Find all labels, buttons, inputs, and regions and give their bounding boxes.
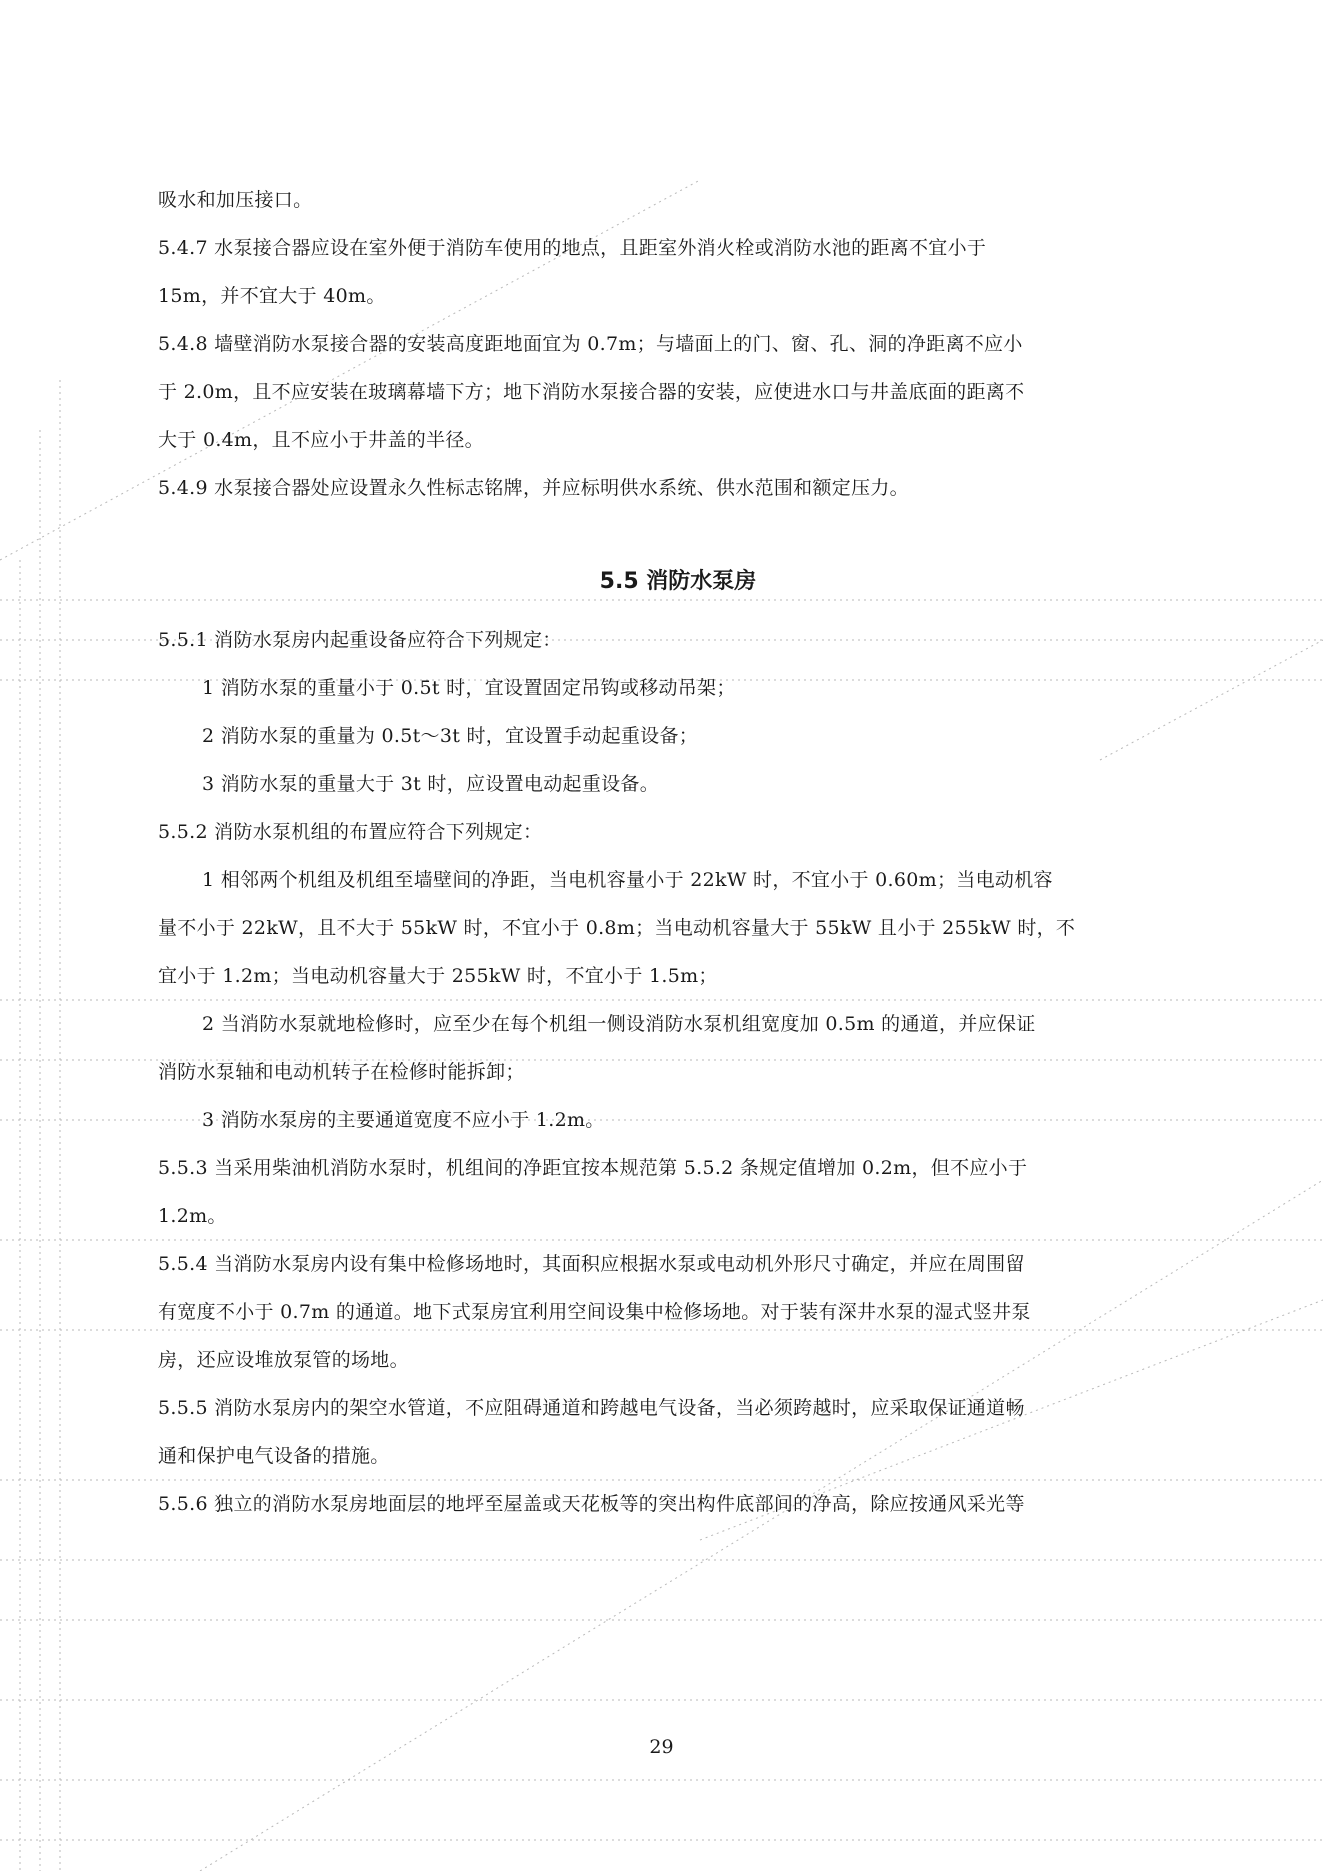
- section-5-5-line: 1.2m。: [158, 1205, 227, 1227]
- section-5-5-line: 3 消防水泵的重量大于 3t 时，应设置电动起重设备。: [202, 773, 660, 795]
- clause-5-4-8-line-3: 大于 0.4m，且不应小于井盖的半径。: [158, 429, 484, 451]
- paragraph-continuation: 吸水和加压接口。: [158, 189, 313, 211]
- section-title: 5.5 消防水泵房: [599, 569, 757, 594]
- document-body: [158, 176, 1198, 1528]
- clause-5-4-8-line-2: 于 2.0m，且不应安装在玻璃幕墙下方；地下消防水泵接合器的安装，应使进水口与井盖底面的距离不: [158, 381, 1025, 403]
- section-5-5-line: 2 当消防水泵就地检修时，应至少在每个机组一侧设消防水泵机组宽度加 0.5m 的通道，并应保证: [202, 1013, 1036, 1035]
- section-5-5-line: 1 相邻两个机组及机组至墙壁间的净距，当电机容量小于 22kW 时，不宜小于 0.60m；当电动机容: [202, 869, 1053, 891]
- clause-5-4-7-line-2: 15m，并不宜大于 40m。: [158, 285, 386, 307]
- section-5-5-line: 5.5.5 消防水泵房内的架空水管道，不应阻碍通道和跨越电气设备，当必须跨越时，应采取保证通道畅: [158, 1397, 1025, 1419]
- section-5-5-line: 量不小于 22kW，且不大于 55kW 时，不宜小于 0.8m；当电动机容量大于 55kW 且小于 255kW 时，不: [158, 917, 1076, 939]
- section-5-5-line: 有宽度不小于 0.7m 的通道。地下式泵房宜利用空间设集中检修场地。对于装有深井水泵的湿式竖井泵: [158, 1301, 1031, 1323]
- section-5-5-line: 1 消防水泵的重量小于 0.5t 时，宜设置固定吊钩或移动吊架；: [202, 677, 736, 699]
- section-5-5-body: [158, 616, 1198, 1528]
- section-5-5-line: 通和保护电气设备的措施。: [158, 1445, 390, 1467]
- page-number: 29: [649, 1736, 674, 1758]
- clause-5-4-8-line-1: 5.4.8 墙壁消防水泵接合器的安装高度距地面宜为 0.7m；与墙面上的门、窗、孔、洞的净距离不应小: [158, 333, 1023, 355]
- clause-5-4-7-line-1: 5.4.7 水泵接合器应设在室外便于消防车使用的地点，且距室外消火栓或消防水池的距离不宜小于: [158, 237, 987, 259]
- section-5-5-line: 5.5.2 消防水泵机组的布置应符合下列规定：: [158, 821, 543, 843]
- section-5-5-line: 5.5.4 当消防水泵房内设有集中检修场地时，其面积应根据水泵或电动机外形尺寸确定，并应在周围留: [158, 1253, 1025, 1275]
- section-5-5-line: 5.5.1 消防水泵房内起重设备应符合下列规定：: [158, 629, 562, 651]
- section-5-5-line: 房，还应设堆放泵管的场地。: [158, 1349, 409, 1371]
- section-5-5-line: 3 消防水泵房的主要通道宽度不应小于 1.2m。: [202, 1109, 605, 1131]
- section-5-5-line: 宜小于 1.2m；当电动机容量大于 255kW 时，不宜小于 1.5m；: [158, 965, 718, 987]
- section-5-5-line: 2 消防水泵的重量为 0.5t～3t 时，宜设置手动起重设备；: [202, 725, 699, 747]
- section-5-5-line: 消防水泵轴和电动机转子在检修时能拆卸；: [158, 1061, 525, 1083]
- clause-5-4-9: 5.4.9 水泵接合器处应设置永久性标志铭牌，并应标明供水系统、供水范围和额定压力。: [158, 477, 909, 499]
- section-5-5-line: 5.5.6 独立的消防水泵房地面层的地坪至屋盖或天花板等的突出构件底部间的净高，除应按通风采光等: [158, 1493, 1025, 1515]
- section-5-5-line: 5.5.3 当采用柴油机消防水泵时，机组间的净距宜按本规范第 5.5.2 条规定值增加 0.2m，但不应小于: [158, 1157, 1028, 1179]
